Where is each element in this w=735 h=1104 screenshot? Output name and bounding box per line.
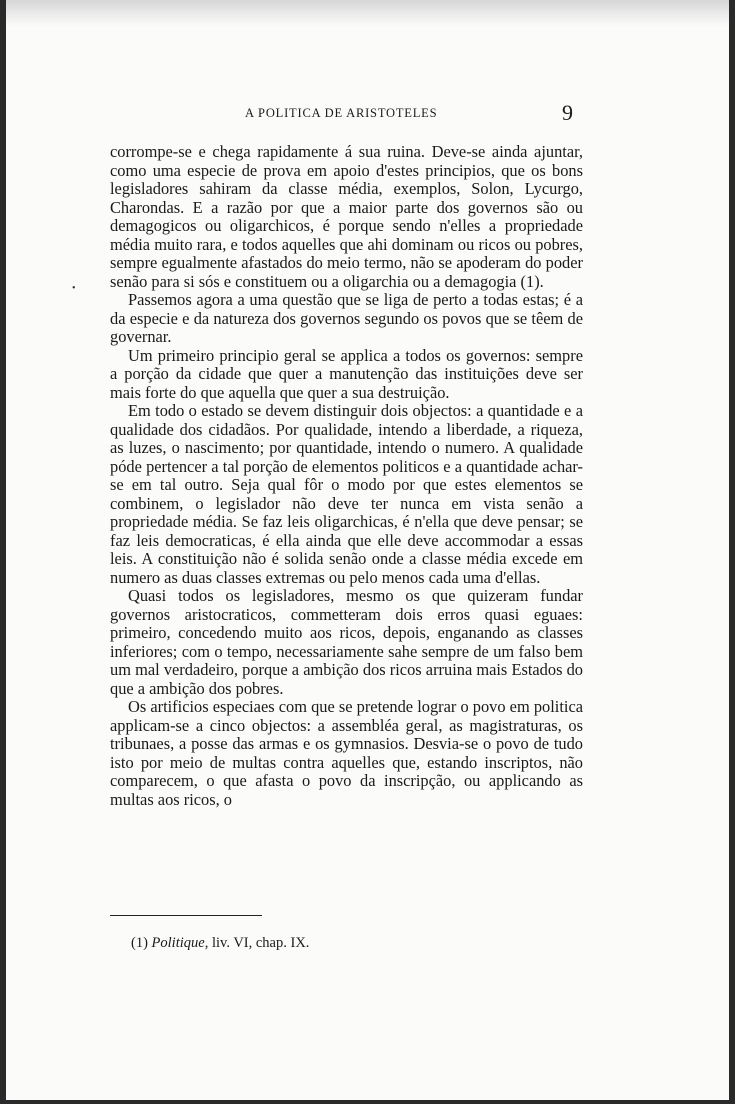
body-text	[110, 143, 583, 809]
running-head-title: A POLITICA DE ARISTOTELES	[245, 106, 438, 120]
footnote-reference: liv. VI, chap. IX.	[211, 935, 310, 951]
paragraph: corrompe-se e chega rapidamente á sua ruina. Deve-se ainda ajuntar, como uma especie de prova em apoio d'estes principios, que os bons legisladores sahiram da classe média, exemplos, Solon, Lycurgo, Charondas. E a razão por que a maior parte dos governos são ou demagogicos ou oligarchicos, é porque sendo n'elles a propriedade média muito rara, e todos aquelles que ahi dominam ou ricos ou pobres, sempre egualmente afastados do meio termo, não se apoderam do poder senão para si sós e constituem ou a oligarchia ou a demagogia (1).	[110, 142, 583, 291]
paragraph: Em todo o estado se devem distinguir dois objectos: a quantidade e a qualidade dos cidadãos. Por qualidade, intendo a liberdade, a riqueza, as luzes, o nascimento; por quantidade, intendo o numero. A qualidade póde pertencer a tal porção de elementos politicos e a quantidade achar-se em tal outro. Seja qual fôr o modo por que estes elementos se combinem, o legislador não deve ter nunca em vista senão a propriedade média. Se faz leis oligarchicas, é n'ella que deve pensar; se faz leis democraticas, é ella ainda que elle deve accommodar a essas leis. A constituição não é solida senão onde a classe média excede em numero as duas classes extremas ou pelo menos cada uma d'ellas.	[110, 401, 583, 587]
paragraph: Quasi todos os legisladores, mesmo os que quizeram fundar governos aristocraticos, commetteram dois erros quasi eguaes: primeiro, concedendo muito aos ricos, depois, enganando as classes inferiores; com o tempo, necessariamente sahe sempre de um falso bem um mal verdadeiro, porque a ambição dos ricos arruina mais Estados do que a ambição dos pobres.	[110, 586, 583, 698]
scan-edge-left	[0, 0, 6, 1104]
footnote-marker: (1)	[131, 935, 148, 951]
ink-speck: •	[72, 283, 76, 294]
paragraph: Passemos agora a uma questão que se liga de perto a todas estas; é a da especie e da natureza dos governos segundo os povos que se têem de governar.	[110, 290, 583, 346]
footnote-title: Politique,	[151, 935, 209, 951]
footnote-rule	[110, 915, 262, 916]
scan-edge-bottom	[0, 1100, 735, 1104]
scan-edge-right	[729, 0, 735, 1104]
scan-edge-top	[0, 0, 735, 26]
footnote	[131, 935, 309, 952]
page-number: 9	[562, 100, 573, 125]
paragraph: Os artificios especiaes com que se pretende lograr o povo em politica applicam-se a cinco objectos: a assembléa geral, as magistraturas, os tribunaes, a posse das armas e os gymnasios. Desvia-se o povo de tudo isto por meio de multas contra aquelles que, estando inscriptos, não comparecem, o que afasta o povo da inscripção, ou applicando as multas aos ricos, o	[110, 697, 583, 809]
paragraph: Um primeiro principio geral se applica a todos os governos: sempre a porção da cidade que quer a manutenção das instituições deve ser mais forte do que aquella que quer a sua destruição.	[110, 345, 583, 402]
running-head	[0, 100, 735, 125]
